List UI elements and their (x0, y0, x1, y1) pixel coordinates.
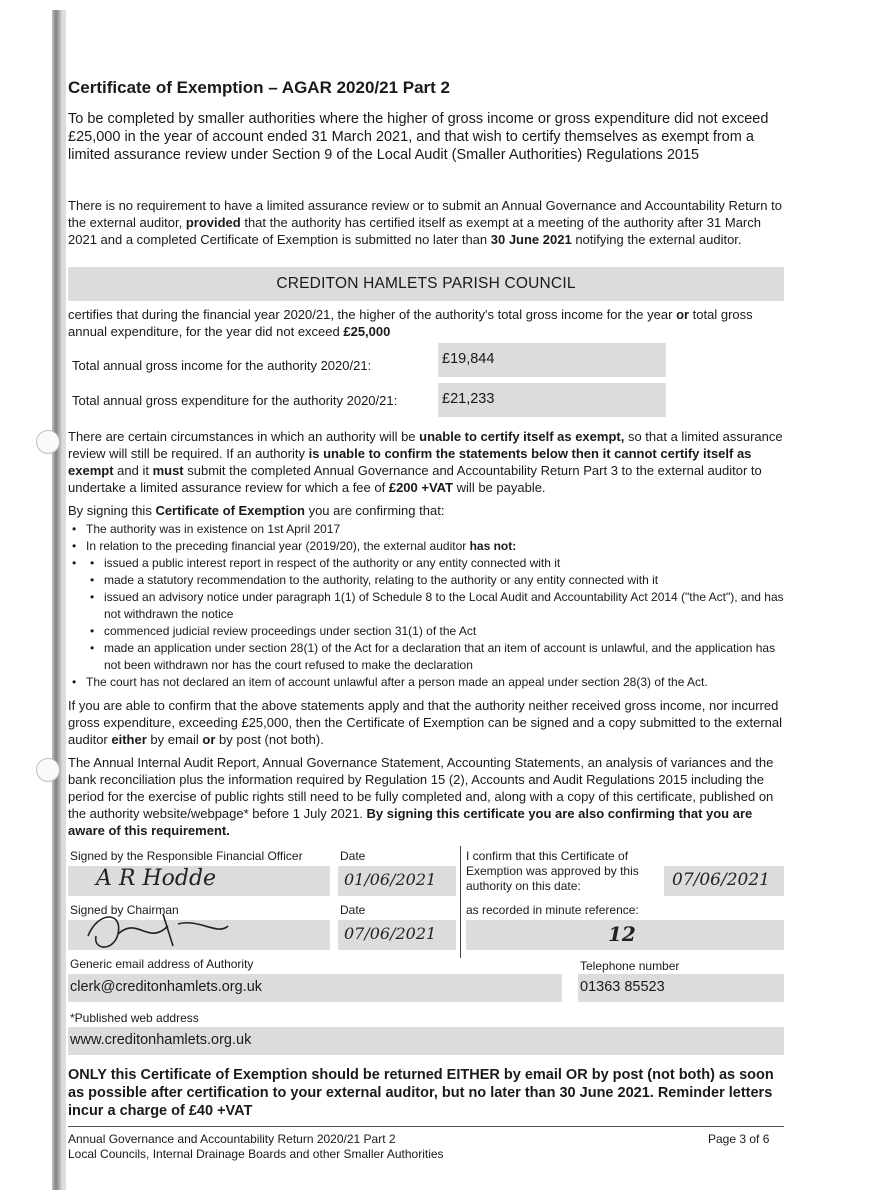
punch-hole (36, 430, 60, 454)
phone-label: Telephone number (580, 959, 680, 973)
chair-date-box (338, 920, 456, 950)
chair-signature-mark (78, 906, 238, 956)
approved-date-box (664, 866, 784, 896)
email-value: clerk@creditonhamlets.org.uk (70, 979, 263, 995)
chair-signature (268, 926, 269, 927)
list-item: • • issued a public interest report in respect of the authority or any entity connected with it (68, 555, 788, 572)
circumstances-paragraph: There are certain circumstances in which an authority will be unable to certify itself as exempt, so that a limited assurance review will still be required. If an authority is unable to confirm the statements below then it cannot certify itself as exempt and it must submit the completed Annual Governance and Accountability Return Part 3 to the external auditor to undertake a limited assurance review for which a fee of £200 +VAT will be payable. (68, 429, 783, 495)
email-label: Generic email address of Authority (70, 957, 254, 971)
footer-line: Annual Governance and Accountability Return 2020/21 Part 2 (68, 1132, 396, 1146)
income-label: Total annual gross income for the authority 2020/21: (72, 358, 372, 373)
punch-hole (36, 758, 60, 782)
internal-audit-paragraph: The Annual Internal Audit Report, Annual Governance Statement, Accounting Statements, an analysis of variances and the bank reconciliation plus the information required by Regulation 15 (2), Accounts and Audit Regulations 2015 including the period for the exercise of public rights still need to be fully completed and, along with a copy of this certificate, published on the authority website/webpage* before 1 July 2021. By signing this certificate you are also confirming that you are aware of this requirement. (68, 755, 774, 838)
chair-label: Signed by Chairman (70, 903, 179, 917)
scan-edge (52, 10, 62, 1190)
list-item: • made an application under section 28(1) of the Act for a declaration that an item of account is unlawful, and the application has not been withdrawn nor has the court refused to make the declaration (68, 640, 788, 674)
list-item: • commenced judicial review proceedings under section 31(1) of the Act (68, 623, 788, 640)
sub-list (68, 555, 788, 674)
footer-rule (68, 1126, 784, 1127)
web-label: *Published web address (70, 1011, 199, 1025)
rfo-date: 01/06/2021 (344, 870, 437, 889)
return-instructions: ONLY this Certificate of Exemption should be returned EITHER by email OR by post (not both) as soon as possible after certification to your external auditor, but no later than 30 June 2021. Reminder letters incur a charge of £40 +VAT (68, 1067, 774, 1119)
intro-paragraph: To be completed by smaller authorities where the higher of gross income or gross expenditure did not exceed £25,000 in the year of account ended 31 March 2021, and that wish to certify themselves as exempt from a limited assurance review under Section 9 of the Local Audit (Smaller Authorities) Regulations 2015 (68, 111, 769, 163)
chair-date: 07/06/2021 (344, 924, 437, 943)
minute-ref-box (466, 920, 784, 950)
web-value: www.creditonhamlets.org.uk (70, 1032, 252, 1048)
date-label: Date (340, 849, 366, 863)
email-box (68, 974, 562, 1002)
list-item: • The authority was in existence on 1st April 2017 (68, 521, 788, 538)
list-item: • In relation to the preceding financial year (2019/20), the external auditor has not: (68, 538, 788, 555)
page-number: Page 3 of 6 (708, 1132, 770, 1146)
minute-label: as recorded in minute reference: (466, 903, 639, 917)
expenditure-label: Total annual gross expenditure for the authority 2020/21: (72, 393, 398, 408)
phone-box (578, 974, 784, 1002)
approved-date: 07/06/2021 (672, 870, 770, 890)
confirm-paragraph: If you are able to confirm that the above statements apply and that the authority neither received gross income, nor incurred gross expenditure, exceeding £25,000, then the Certificate of Exemption can be signed and a copy submitted to the external auditor either by email or by post (not both). (68, 698, 783, 747)
divider (460, 846, 461, 958)
rfo-label: Signed by the Responsible Financial Officer (70, 849, 303, 863)
income-value: £19,844 (438, 343, 666, 377)
list-item: • issued an advisory notice under paragraph 1(1) of Schedule 8 to the Local Audit and Accountability Act 2014 ("the Act"), and has not withdrawn the notice (68, 589, 788, 623)
expenditure-value: £21,233 (438, 383, 666, 417)
rfo-date-box (338, 866, 456, 896)
signing-paragraph: By signing this Certificate of Exemption you are confirming that: (68, 503, 445, 518)
footer-text (68, 1132, 444, 1162)
scan-edge-shadow (62, 10, 66, 1190)
list-item: • made a statutory recommendation to the authority, relating to the authority or any entity connected with it (68, 572, 788, 589)
phone-value: 01363 85523 (580, 979, 665, 995)
list-item: • The court has not declared an item of account unlawful after a person made an appeal under section 28(3) of the Act. (68, 674, 788, 691)
footer-line: Local Councils, Internal Drainage Boards and other Smaller Authorities (68, 1147, 444, 1161)
minute-ref: 12 (608, 922, 636, 946)
certifies-paragraph: certifies that during the financial year 2020/21, the higher of the authority's total gross income for the year or total gross annual expenditure, for the year did not exceed £25,000 (68, 307, 753, 339)
requirement-paragraph: There is no requirement to have a limited assurance review or to submit an Annual Governance and Accountability Return to the external auditor, provided that the authority has certified itself as exempt at a meeting of the authority after 31 March 2021 and a completed Certificate of Exemption is submitted no later than 30 June 2021 notifying the external auditor. (68, 198, 782, 247)
page-title: Certificate of Exemption – AGAR 2020/21 Part 2 (68, 78, 451, 97)
chair-signature-box (68, 920, 330, 950)
council-name: CREDITON HAMLETS PARISH COUNCIL (68, 267, 784, 301)
rfo-signature: A R Hodde (96, 866, 217, 891)
approval-confirm-label: I confirm that this Certificate of Exemption was approved by this authority on this date: (466, 849, 639, 893)
web-box (68, 1027, 784, 1055)
date-label: Date (340, 903, 366, 917)
rfo-signature-box (68, 866, 330, 896)
conditions-list (68, 521, 788, 691)
